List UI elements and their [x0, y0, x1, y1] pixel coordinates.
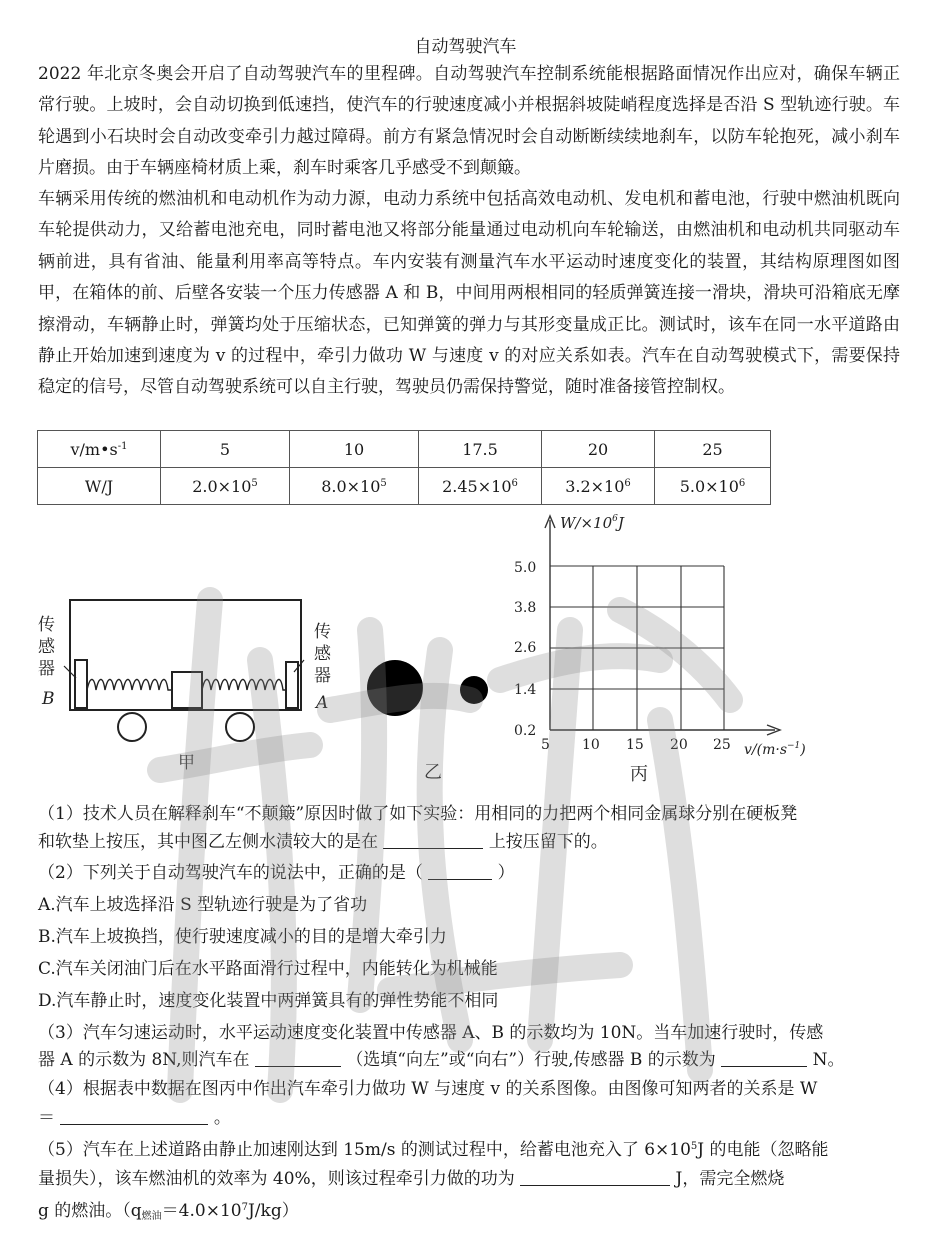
y-tick: 3.8	[514, 600, 537, 616]
table-cell: 17.5	[419, 431, 542, 468]
answer-blank[interactable]	[721, 1050, 807, 1067]
wheel-left	[118, 713, 146, 741]
work-speed-table	[37, 430, 771, 505]
figure-jia-device	[64, 600, 304, 741]
large-water-stain	[367, 660, 423, 716]
question-1-line-2: 和软垫上按压，其中图乙左侧水渍较大的是在 上按压留下的。	[38, 832, 608, 852]
sensor-a-char: 器	[314, 666, 331, 686]
answer-blank[interactable]	[428, 863, 492, 880]
y-tick: 0.2	[514, 723, 537, 739]
page-title: 自动驾驶汽车	[414, 37, 517, 57]
sensor-b-letter: B	[42, 689, 55, 709]
question-2: （2）下列关于自动驾驶汽车的说法中，正确的是（ ）	[38, 863, 515, 883]
table-cell: $8.0\times 10^5$	[290, 468, 419, 505]
x-axis-label: $v/(m\cdot s^{-1})$	[744, 741, 806, 758]
question-5-line-3: g 的燃油。$(q_{燃油}=4.0\times 10^7J/kg)$	[38, 1201, 299, 1222]
table-header-cell: W/J	[38, 468, 161, 505]
table-header-cell: $v/m•s^{-1}$	[38, 431, 161, 468]
x-tick: 25	[713, 737, 731, 753]
figure-bing-labels	[514, 514, 806, 785]
table-row	[38, 468, 771, 505]
caption-yi: 乙	[424, 762, 442, 783]
sensor-b-plate	[75, 660, 87, 708]
figure-yi	[367, 660, 488, 783]
x-tick: 10	[582, 737, 600, 753]
intro-paragraph: 2022 年北京冬奥会开启了自动驾驶汽车的里程碑。自动驾驶汽车控制系统能根据路面情况作出应对，确保车辆正常行驶。上坡时，会自动切换到低速挡，使汽车的行驶速度减小并根据斜坡陡峭程度选择是否沿 S 型轨迹行驶。车轮遇到小石块时会自动改变牵引力越过障碍。前方有紧急情况时会自动断断续续地刹车，以防车轮抱死，减小刹车片磨损。由于车辆座椅材质上乘，刹车时乘客几乎感受不到颠簸。	[38, 64, 900, 179]
wheel-right	[226, 713, 254, 741]
option-c: C.汽车关闭油门后在水平路面滑行过程中，内能转化为机械能	[38, 959, 498, 979]
question-5-line-1: （5）汽车在上述道路由静止加速刚达到 15m/s 的测试过程中，给蓄电池充入了 $6\times 10^5J$ 的电能（忽略能	[38, 1140, 829, 1160]
y-tick: 2.6	[514, 640, 537, 656]
spring-right	[202, 680, 286, 691]
figure-bing-grid	[545, 516, 780, 735]
table-cell: 5	[161, 431, 290, 468]
question-4-line-1: （4）根据表中数据在图丙中作出汽车牵引力做功 W 与速度 v 的关系图像。由图像可知两者的关系是 W	[38, 1079, 818, 1099]
sensor-a-char: 传	[314, 622, 331, 642]
option-a: A.汽车上坡选择沿 S 型轨迹行驶是为了省功	[38, 895, 368, 915]
sensor-b-char: 传	[38, 615, 55, 635]
table-row	[38, 431, 771, 468]
y-axis-label: $W/\times 10^6J$	[560, 514, 624, 532]
sensor-b-char: 感	[38, 637, 55, 657]
spring-left	[87, 680, 172, 691]
sensor-a-char: 感	[314, 644, 331, 664]
answer-blank[interactable]	[520, 1169, 670, 1186]
caption-bing: 丙	[630, 764, 648, 785]
small-water-stain	[460, 676, 488, 704]
question-4-line-2: ＝ 。	[38, 1108, 231, 1128]
option-b: B.汽车上坡换挡，使行驶速度减小的目的是增大牵引力	[38, 927, 447, 947]
answer-blank[interactable]	[255, 1050, 341, 1067]
slider-block	[172, 672, 202, 708]
table-cell: $2.0\times 10^5$	[161, 468, 290, 505]
answer-blank[interactable]	[60, 1108, 208, 1125]
powertrain-paragraph: 车辆采用传统的燃油机和电动机作为动力源，电动力系统中包括高效电动机、发电机和蓄电池，行驶中燃油机既向车轮提供动力，又给蓄电池充电，同时蓄电池又将部分能量通过电动机向车轮输送，由燃油机和电动机共同驱动车辆前进，具有省油、能量利用率高等特点。车内安装有测量汽车水平运动时速度变化的装置，其结构原理图如图甲，在箱体的前、后壁各安装一个压力传感器 A 和 B，中间用两根相同的轻质弹簧连接一滑块，滑块可沿箱底无摩擦滑动，车辆静止时，弹簧均处于压缩状态，已知弹簧的弹力与其形变量成正比。测试时，该车在同一水平道路由静止开始加速到速度为 v 的过程中，牵引力做功 W 与速度 v 的对应关系如表。汽车在自动驾驶模式下，需要保持稳定的信号，尽管自动驾驶系统可以自主行驶，驾驶员仍需保持警觉，随时准备接管控制权。	[38, 189, 900, 398]
y-tick: 1.4	[514, 682, 537, 698]
table-cell: 25	[655, 431, 771, 468]
table-cell: 10	[290, 431, 419, 468]
table-cell: 20	[542, 431, 655, 468]
x-tick: 5	[541, 737, 550, 753]
question-3-line-1: （3）汽车匀速运动时，水平运动速度变化装置中传感器 A、B 的示数均为 10N。当车加速行驶时，传感	[38, 1023, 824, 1043]
caption-jia: 甲	[178, 753, 195, 773]
answer-blank[interactable]	[383, 832, 483, 849]
sensor-b-char: 器	[38, 659, 55, 679]
figures	[0, 510, 931, 800]
option-d: D.汽车静止时，速度变化装置中两弹簧具有的弹性势能不相同	[38, 991, 499, 1011]
question-3-line-2: 器 A 的示数为 8N,则汽车在 （选填“向左”或“向右”）行驶,传感器 B 的示数为 N。	[38, 1050, 845, 1070]
question-1-line-1: （1）技术人员在解释刹车“不颠簸”原因时做了如下实验：用相同的力把两个相同金属球分别在硬板凳	[38, 804, 798, 824]
table-cell: $2.45\times 10^6$	[419, 468, 542, 505]
question-5-line-2: 量损失），该车燃油机的效率为 40%，则该过程牵引力做的功为 J，需完全燃烧	[38, 1169, 785, 1189]
sensor-a-letter: A	[316, 693, 329, 713]
table-cell: $5.0\times 10^6$	[655, 468, 771, 505]
x-tick: 15	[626, 737, 644, 753]
y-tick: 5.0	[514, 560, 537, 576]
table-cell: $3.2\times 10^6$	[542, 468, 655, 505]
x-tick: 20	[670, 737, 688, 753]
